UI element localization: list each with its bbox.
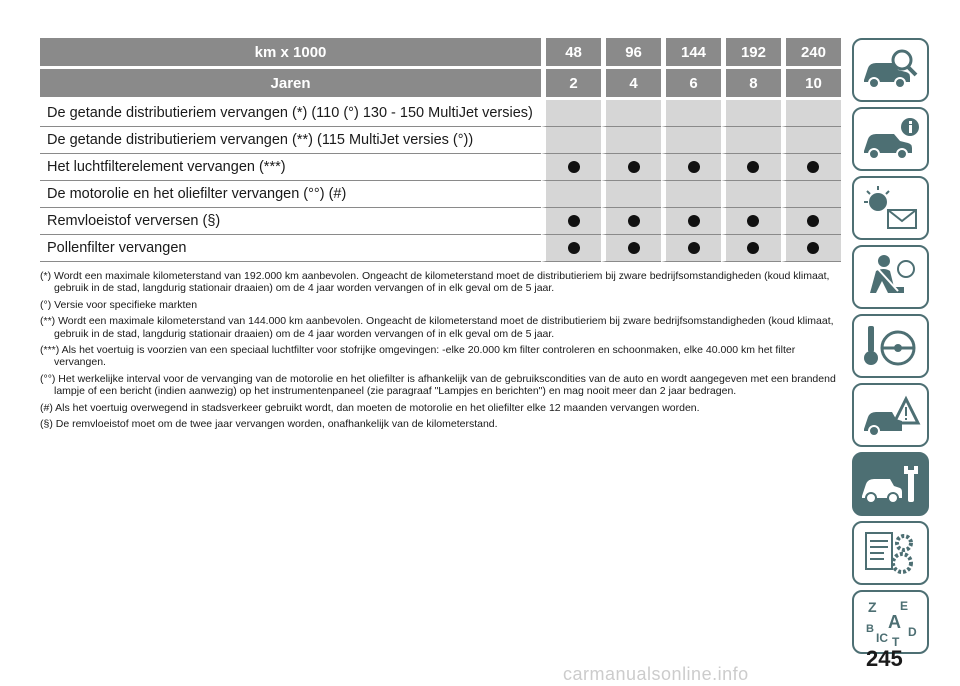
schedule-cell (721, 154, 781, 181)
service-dot-icon (807, 215, 819, 227)
table-row (40, 100, 841, 127)
alphabet-index-icon (858, 596, 924, 648)
watermark: carmanualsonline.info (563, 664, 749, 684)
schedule-cell (541, 127, 601, 154)
row-label: Het luchtfilterelement vervangen (***) (40, 154, 541, 181)
schedule-cell (541, 235, 601, 262)
service-dot-icon (688, 161, 700, 173)
chapter-sidebar (852, 38, 929, 659)
svg-text:D: D (907, 625, 917, 639)
tab-emergency[interactable] (852, 383, 929, 447)
header-years-value: 2 (541, 69, 601, 100)
header-row-years (40, 69, 841, 100)
footnote: (°°) Het werkelijke interval voor de vervanging van de motorolie en het oliefilter is afhankelijk van de gebruikscondities van de auto en wordt aangegeven met een brandend lampje of een bericht (indien aanwezig) op het instrumentenpaneel (zie paragraaf "Lampjes en berichten") en mag nooit meer dan 2 jaar bedragen. (40, 372, 836, 398)
seatbelt-airbag-icon (858, 251, 924, 303)
maintenance-schedule-table (40, 38, 841, 262)
header-years-value: 6 (661, 69, 721, 100)
tab-car-search[interactable] (852, 38, 929, 102)
table-row (40, 127, 841, 154)
car-breakdown-icon (858, 389, 924, 441)
footnotes (40, 270, 840, 434)
schedule-cell (721, 127, 781, 154)
header-years-value: 10 (781, 69, 841, 100)
tab-maintenance[interactable] (852, 452, 929, 516)
table-row (40, 208, 841, 235)
schedule-cell (661, 235, 721, 262)
schedule-cell (601, 181, 661, 208)
header-years-label: Jaren (40, 69, 541, 100)
row-label: De motorolie en het oliefilter vervangen (°°) (#) (40, 181, 541, 208)
svg-text:E: E (899, 599, 908, 613)
schedule-cell (781, 127, 841, 154)
service-dot-icon (568, 161, 580, 173)
footnote: (***) Als het voertuig is voorzien van een speciaal luchtfilter voor stofrijke omgevingen: -elke 20.000 km filter controleren en schoonmaken, elke 40.000 km het filter vervangen. (40, 344, 796, 369)
car-wrench-icon (858, 458, 924, 510)
service-dot-icon (688, 242, 700, 254)
car-info-icon (858, 113, 924, 165)
service-dot-icon (568, 215, 580, 227)
tab-technical-data[interactable] (852, 521, 929, 585)
warning-light-message-icon (858, 182, 924, 234)
tab-index[interactable] (852, 590, 929, 654)
schedule-cell (661, 181, 721, 208)
svg-text:IC: IC (875, 631, 888, 645)
service-dot-icon (807, 242, 819, 254)
tab-warning-lights[interactable] (852, 176, 929, 240)
schedule-cell (601, 127, 661, 154)
footnote: (**) Wordt een maximale kilometerstand van 144.000 km aanbevolen. Ongeacht de kilometerstand moet de distributieriem bij zware bedrijfsomstandigheden (koud klimaat, gebruik in de stad, langdurig stationair draaien) om de 4 jaar worden vervangen of in elk geval om de 5 jaar. (40, 315, 834, 340)
service-dot-icon (747, 215, 759, 227)
key-steering-wheel-icon (858, 320, 924, 372)
footnote: (§) De remvloeistof moet om de twee jaar vervangen worden, onafhankelijk van de kilometerstand. (40, 418, 498, 431)
header-years-value: 8 (721, 69, 781, 100)
schedule-cell (781, 235, 841, 262)
table-row (40, 235, 841, 262)
svg-text:A: A (887, 612, 901, 632)
schedule-cell (781, 100, 841, 127)
schedule-cell (661, 127, 721, 154)
schedule-cell (601, 154, 661, 181)
service-dot-icon (747, 242, 759, 254)
row-label: Pollenfilter vervangen (40, 235, 541, 262)
schedule-cell (721, 181, 781, 208)
service-dot-icon (628, 215, 640, 227)
table-row (40, 154, 841, 181)
schedule-cell (601, 235, 661, 262)
header-km-value: 48 (541, 38, 601, 69)
service-dot-icon (568, 242, 580, 254)
tab-safety[interactable] (852, 245, 929, 309)
svg-text:B: B (865, 623, 874, 635)
schedule-cell (541, 181, 601, 208)
footnote: (#) Als het voertuig overwegend in stadsverkeer gebruikt wordt, dan moeten de motorolie en het oliefilter elke 12 maanden vervangen worden. (40, 401, 700, 414)
table-row (40, 181, 841, 208)
header-km-value: 96 (601, 38, 661, 69)
schedule-cell (661, 154, 721, 181)
row-label: De getande distributieriem vervangen (**) (115 MultiJet versies (°)) (40, 127, 541, 154)
schedule-cell (721, 208, 781, 235)
header-km-value: 144 (661, 38, 721, 69)
tab-car-info[interactable] (852, 107, 929, 171)
schedule-cell (601, 100, 661, 127)
schedule-cell (781, 154, 841, 181)
service-dot-icon (628, 161, 640, 173)
schedule-cell (601, 208, 661, 235)
schedule-cell (781, 181, 841, 208)
header-row-km (40, 38, 841, 69)
header-km-value: 192 (721, 38, 781, 69)
service-dot-icon (628, 242, 640, 254)
tab-starting-driving[interactable] (852, 314, 929, 378)
service-dot-icon (688, 215, 700, 227)
table-body (40, 100, 841, 262)
footnote: (*) Wordt een maximale kilometerstand van 192.000 km aanbevolen. Ongeacht de kilometerstand moet de distributieriem bij zware bedrijfsomstandigheden (koud klimaat, gebruik in de stad, langdurig stationair draaien) om de 4 jaar worden vervangen of in elk geval om de 5 jaar. (40, 270, 830, 295)
schedule-cell (661, 100, 721, 127)
svg-text:T: T (891, 635, 899, 648)
schedule-cell (541, 208, 601, 235)
service-dot-icon (807, 161, 819, 173)
schedule-cell (781, 208, 841, 235)
schedule-cell (541, 154, 601, 181)
specs-gears-icon (858, 527, 924, 579)
schedule-cell (721, 100, 781, 127)
schedule-cell (541, 100, 601, 127)
page-number: 245 (866, 646, 903, 671)
car-search-icon (858, 44, 924, 96)
header-years-value: 4 (601, 69, 661, 100)
footnote: (°) Versie voor specifieke markten (40, 298, 198, 311)
header-km-value: 240 (781, 38, 841, 69)
svg-text:Z: Z (867, 599, 877, 615)
schedule-cell (721, 235, 781, 262)
header-km-label: km x 1000 (40, 38, 541, 69)
service-dot-icon (747, 161, 759, 173)
schedule-cell (661, 208, 721, 235)
row-label: Remvloeistof verversen (§) (40, 208, 541, 235)
row-label: De getande distributieriem vervangen (*) (110 (°) 130 - 150 MultiJet versies) (40, 100, 541, 127)
